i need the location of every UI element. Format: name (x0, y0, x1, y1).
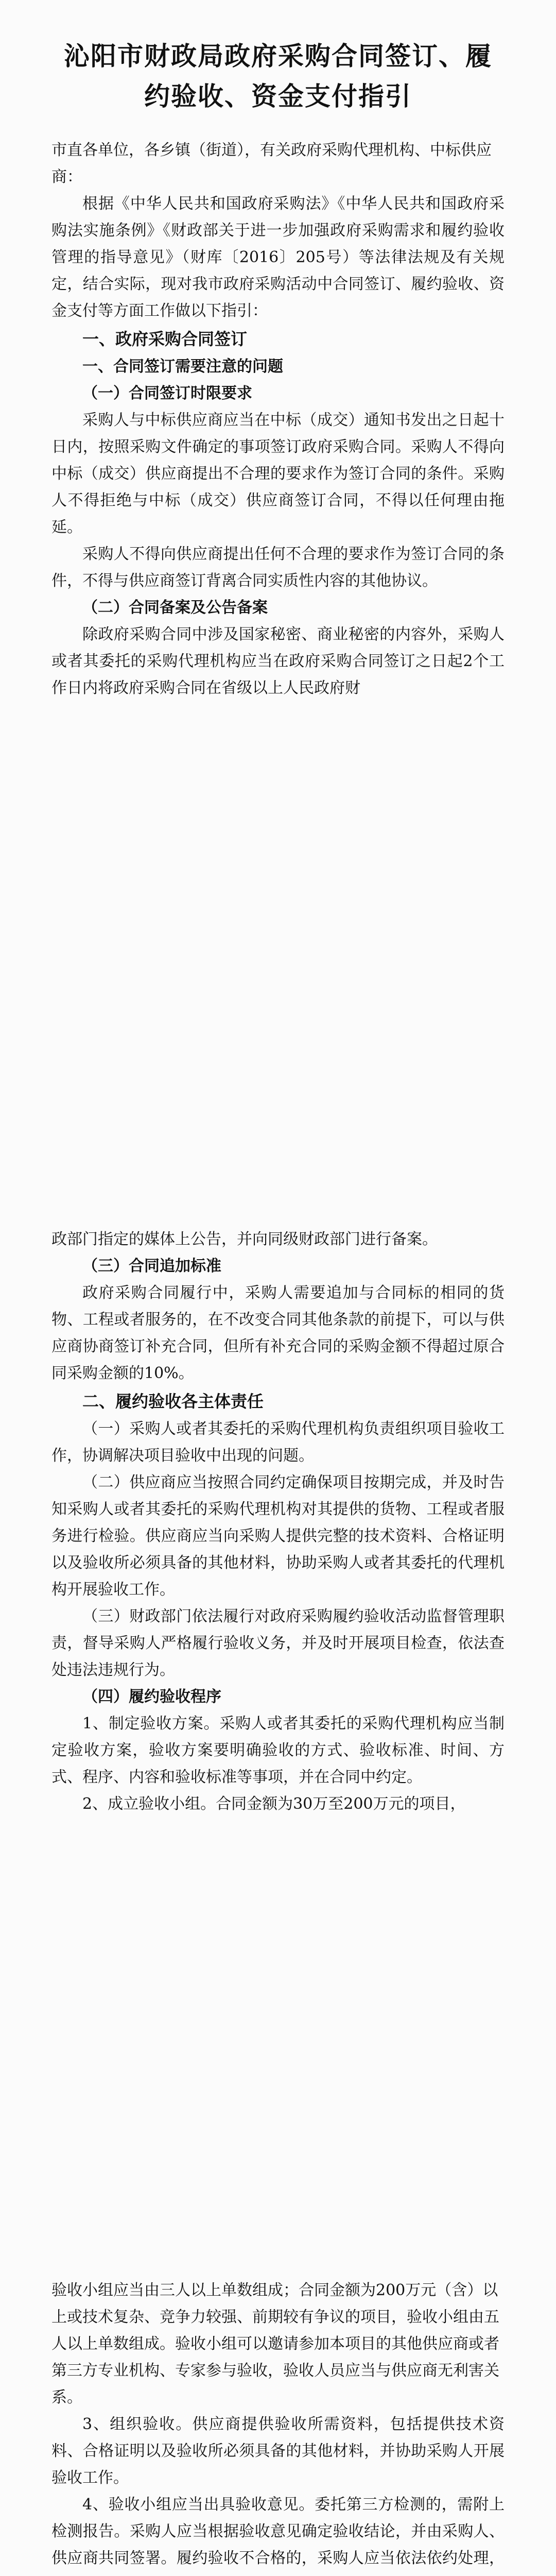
procedure-step-2: 2、成立验收小组。合同金额为30万至200万元的项目， (82, 1795, 466, 1813)
duty-item-2: （二）供应商应当按照合同约定确保项目按期完成，并及时告知采购人或者其委托的采购代理机构对其提供的货物、工程或者服务进行检验。供应商应当向采购人提供完整的技术资料、合格证明以及验收所必须具备的其他材料，协助采购人或者其委托的代理机构开展验收工作。 (51, 1473, 505, 1599)
section-2-heading: 二、履约验收各主体责任 (82, 1392, 264, 1411)
document-title: 沁阳市财政局政府采购合同签订、履约验收、资金支付指引 (64, 41, 492, 111)
document-page-2 (0, 1190, 556, 2241)
section-1-subheading: 一、合同签订需要注意的问题 (82, 358, 283, 376)
intro-paragraph: 根据《中华人民共和国政府采购法》《中华人民共和国政府采购法实施条例》《财政部关于进一步加强政府采购需求和履约验收管理的指导意见》（财库〔2016〕205号）等法律法规及有关规定，结合实际，现对我市政府采购活动中合同签订、履约验收、资金支付等方面工作做以下指引： (51, 195, 505, 320)
item-a-text-2: 采购人不得向供应商提出任何不合理的要求作为签订合同的条件，不得与供应商签订背离合同实质性内容的其他协议。 (51, 545, 505, 590)
document-page-3 (0, 2241, 556, 2576)
procedure-step-1: 1、制定验收方案。采购人或者其委托的采购代理机构应当制定验收方案，验收方案要明确验收的方式、验收标准、时间、方式、程序、内容和验收标准等事项，并在合同中约定。 (51, 1715, 505, 1786)
item-b-text: 除政府采购合同中涉及国家秘密、商业秘密的内容外，采购人或者其委托的采购代理机构应当在政府采购合同签订之日起2个工作日内将政府采购合同在省级以上人民政府财 (51, 625, 505, 697)
procedure-step-3: 3、组织验收。供应商提供验收所需资料，包括提供技术资料、合格证明以及验收所必须具备的其他材料，并协助采购人开展验收工作。 (51, 2415, 505, 2487)
document-page-1 (0, 0, 556, 1190)
section-1-heading: 一、政府采购合同签订 (82, 329, 248, 349)
procedure-step-4: 4、验收小组应当出具验收意见。委托第三方检测的，需附上检测报告。采购人应当根据验收意见确定验收结论，并由采购人、供应商共同签署。履约验收不合格的，采购人应当依法依约处理， (51, 2496, 505, 2567)
duty-item-3: （三）财政部门依法履行对政府采购履约验收活动监督管理职责，督导采购人严格履行验收义务，并及时开展项目检查，依法查处违法违规行为。 (51, 1607, 505, 1679)
duty-item-1: （一）采购人或者其委托的采购代理机构负责组织项目验收工作，协调解决项目验收中出现的问题。 (51, 1420, 505, 1465)
item-a-title: （一）合同签订时限要求 (82, 384, 252, 402)
procedure-step-2-continued: 验收小组应当由三人以上单数组成；合同金额为200万元（含）以上或技术复杂、竞争力较强、前期较有争议的项目，验收小组由五人以上单数组成。验收小组可以邀请参加本项目的其他供应商或者第三方专业机构、专家参与验收，验收人员应当与供应商无利害关系。 (51, 2281, 499, 2406)
procedure-title: （四）履约验收程序 (82, 1688, 221, 1706)
item-c-text: 政府采购合同履行中，采购人需要追加与合同标的相同的货物、工程或者服务的，在不改变合同其他条款的前提下，可以与供应商协商签订补充合同，但所有补充合同的采购金额不得超过原合同采购金额的10%。 (51, 1284, 505, 1382)
item-b-continued: 政部门指定的媒体上公告，并向同级财政部门进行备案。 (51, 1230, 438, 1248)
item-a-text: 采购人与中标供应商应当在中标（成交）通知书发出之日起十日内，按照采购文件确定的事项签订政府采购合同。采购人不得向中标（成交）供应商提出不合理的要求作为签订合同的条件。采购人不得拒绝与中标（成交）供应商签订合同，不得以任何理由拖延。 (51, 411, 505, 536)
item-c-title: （三）合同追加标准 (82, 1257, 221, 1275)
addressee: 市直各单位，各乡镇（街道），有关政府采购代理机构、中标供应商： (51, 141, 492, 186)
item-b-title: （二）合同备案及公告备案 (82, 599, 268, 617)
